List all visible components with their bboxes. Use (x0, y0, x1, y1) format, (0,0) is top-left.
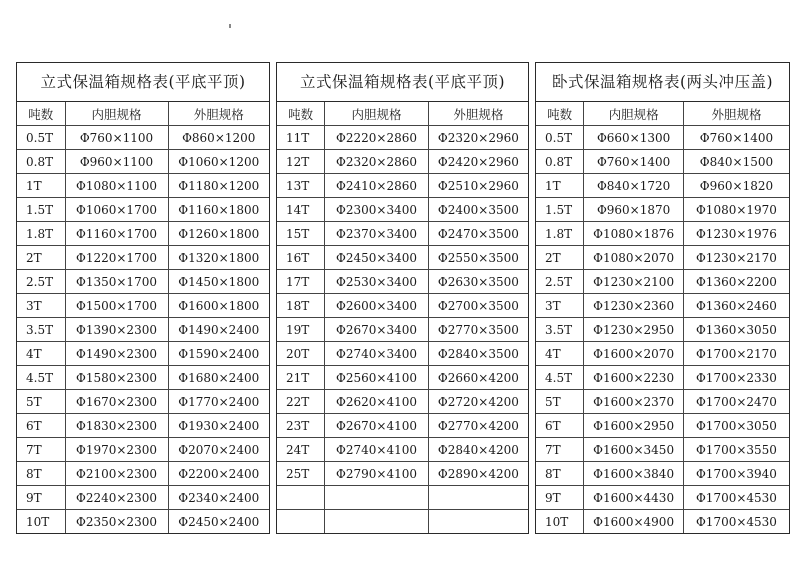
table-row (536, 390, 789, 414)
header-row (17, 102, 269, 126)
outer-size-cell: Φ1700×3940 (683, 462, 789, 486)
tonnage-cell (277, 486, 325, 510)
outer-size-cell: Φ2470×3500 (428, 222, 528, 246)
table-row (17, 462, 269, 486)
inner-size-cell: Φ2740×4100 (325, 438, 429, 462)
tonnage-cell: 1.8T (17, 222, 65, 246)
header-inner-size: 内胆规格 (325, 102, 429, 126)
outer-size-cell: Φ1230×1976 (683, 222, 789, 246)
tonnage-cell: 3T (536, 294, 584, 318)
inner-size-cell: Φ2320×2860 (325, 150, 429, 174)
inner-size-cell: Φ2370×3400 (325, 222, 429, 246)
outer-size-cell: Φ1700×3550 (683, 438, 789, 462)
header-outer-size: 外胆规格 (428, 102, 528, 126)
outer-size-cell: Φ1930×2400 (168, 414, 269, 438)
outer-size-cell: Φ2070×2400 (168, 438, 269, 462)
tonnage-cell: 23T (277, 414, 325, 438)
table-row (17, 438, 269, 462)
outer-size-cell: Φ1360×2460 (683, 294, 789, 318)
inner-size-cell: Φ760×1100 (65, 126, 168, 150)
inner-size-cell: Φ2350×2300 (65, 510, 168, 534)
inner-size-cell: Φ1670×2300 (65, 390, 168, 414)
outer-size-cell: Φ1700×4530 (683, 510, 789, 534)
table-row (277, 222, 528, 246)
table-row (277, 510, 528, 534)
tonnage-cell: 15T (277, 222, 325, 246)
tonnage-cell: 4T (536, 342, 584, 366)
table-row (17, 294, 269, 318)
inner-size-cell: Φ2450×3400 (325, 246, 429, 270)
tonnage-cell: 17T (277, 270, 325, 294)
header-inner-size: 内胆规格 (584, 102, 684, 126)
inner-size-cell: Φ1080×2070 (584, 246, 684, 270)
table-row (17, 126, 269, 150)
inner-size-cell: Φ1230×2950 (584, 318, 684, 342)
inner-size-cell: Φ1350×1700 (65, 270, 168, 294)
tonnage-cell (277, 510, 325, 534)
inner-size-cell: Φ1580×2300 (65, 366, 168, 390)
tonnage-cell: 4.5T (536, 366, 584, 390)
inner-size-cell: Φ1600×3840 (584, 462, 684, 486)
tonnage-cell: 24T (277, 438, 325, 462)
table-row (536, 150, 789, 174)
table-row (277, 246, 528, 270)
panel-horizontal (535, 62, 790, 534)
inner-size-cell: Φ2300×3400 (325, 198, 429, 222)
tonnage-cell: 18T (277, 294, 325, 318)
table-row (536, 198, 789, 222)
table-row (17, 510, 269, 534)
tonnage-cell: 2.5T (536, 270, 584, 294)
tonnage-cell: 8T (536, 462, 584, 486)
spec-table (536, 102, 789, 533)
outer-size-cell: Φ1770×2400 (168, 390, 269, 414)
tonnage-cell: 8T (17, 462, 65, 486)
outer-size-cell (428, 510, 528, 534)
tonnage-cell: 13T (277, 174, 325, 198)
table-row (277, 270, 528, 294)
scan-speck (229, 24, 231, 28)
table-row (536, 486, 789, 510)
table-row (536, 126, 789, 150)
outer-size-cell: Φ1490×2400 (168, 318, 269, 342)
inner-size-cell: Φ1230×2360 (584, 294, 684, 318)
tonnage-cell: 21T (277, 366, 325, 390)
outer-size-cell: Φ760×1400 (683, 126, 789, 150)
inner-size-cell: Φ1600×4430 (584, 486, 684, 510)
table-row (17, 486, 269, 510)
tonnage-cell: 1.5T (536, 198, 584, 222)
outer-size-cell: Φ960×1820 (683, 174, 789, 198)
inner-size-cell: Φ1390×2300 (65, 318, 168, 342)
tonnage-cell: 0.5T (536, 126, 584, 150)
tonnage-cell: 2T (17, 246, 65, 270)
header-outer-size: 外胆规格 (683, 102, 789, 126)
outer-size-cell: Φ2630×3500 (428, 270, 528, 294)
outer-size-cell: Φ1360×3050 (683, 318, 789, 342)
tonnage-cell: 25T (277, 462, 325, 486)
header-row (536, 102, 789, 126)
tonnage-cell: 20T (277, 342, 325, 366)
tonnage-cell: 10T (17, 510, 65, 534)
table-row (17, 342, 269, 366)
outer-size-cell: Φ2660×4200 (428, 366, 528, 390)
header-tonnage: 吨数 (17, 102, 65, 126)
inner-size-cell (325, 486, 429, 510)
outer-size-cell: Φ2840×4200 (428, 438, 528, 462)
tonnage-cell: 1T (536, 174, 584, 198)
outer-size-cell: Φ2420×2960 (428, 150, 528, 174)
inner-size-cell: Φ1060×1700 (65, 198, 168, 222)
tonnage-cell: 10T (536, 510, 584, 534)
inner-size-cell: Φ1500×1700 (65, 294, 168, 318)
table-row (536, 414, 789, 438)
outer-size-cell (428, 486, 528, 510)
table-row (536, 510, 789, 534)
spec-table (17, 102, 269, 533)
inner-size-cell: Φ840×1720 (584, 174, 684, 198)
panel-title: 立式保温箱规格表(平底平顶) (17, 63, 269, 102)
table-row (17, 246, 269, 270)
outer-size-cell: Φ1700×4530 (683, 486, 789, 510)
tonnage-cell: 0.8T (536, 150, 584, 174)
inner-size-cell: Φ2670×4100 (325, 414, 429, 438)
table-row (17, 390, 269, 414)
outer-size-cell: Φ2450×2400 (168, 510, 269, 534)
inner-size-cell: Φ1830×2300 (65, 414, 168, 438)
tonnage-cell: 5T (536, 390, 584, 414)
inner-size-cell: Φ1600×2950 (584, 414, 684, 438)
outer-size-cell: Φ2320×2960 (428, 126, 528, 150)
outer-size-cell: Φ1080×1970 (683, 198, 789, 222)
tonnage-cell: 7T (536, 438, 584, 462)
tonnage-cell: 7T (17, 438, 65, 462)
outer-size-cell: Φ1700×3050 (683, 414, 789, 438)
table-row (277, 486, 528, 510)
panel-vertical-large (276, 62, 529, 534)
outer-size-cell: Φ1590×2400 (168, 342, 269, 366)
inner-size-cell: Φ1220×1700 (65, 246, 168, 270)
inner-size-cell: Φ660×1300 (584, 126, 684, 150)
inner-size-cell: Φ1600×2070 (584, 342, 684, 366)
table-row (536, 294, 789, 318)
tonnage-cell: 16T (277, 246, 325, 270)
inner-size-cell: Φ2410×2860 (325, 174, 429, 198)
table-row (536, 222, 789, 246)
table-row (277, 150, 528, 174)
header-tonnage: 吨数 (277, 102, 325, 126)
table-row (536, 342, 789, 366)
inner-size-cell: Φ2530×3400 (325, 270, 429, 294)
outer-size-cell: Φ1680×2400 (168, 366, 269, 390)
table-row (277, 342, 528, 366)
table-row (277, 198, 528, 222)
outer-size-cell: Φ2890×4200 (428, 462, 528, 486)
panel-title: 卧式保温箱规格表(两头冲压盖) (536, 63, 789, 102)
tonnage-cell: 9T (536, 486, 584, 510)
inner-size-cell: Φ1600×3450 (584, 438, 684, 462)
panel-title: 立式保温箱规格表(平底平顶) (277, 63, 528, 102)
outer-size-cell: Φ1230×2170 (683, 246, 789, 270)
outer-size-cell: Φ2700×3500 (428, 294, 528, 318)
outer-size-cell: Φ2200×2400 (168, 462, 269, 486)
inner-size-cell: Φ1080×1876 (584, 222, 684, 246)
inner-size-cell: Φ2740×3400 (325, 342, 429, 366)
inner-size-cell: Φ2670×3400 (325, 318, 429, 342)
inner-size-cell: Φ2100×2300 (65, 462, 168, 486)
tonnage-cell: 12T (277, 150, 325, 174)
outer-size-cell: Φ1360×2200 (683, 270, 789, 294)
tonnage-cell: 0.5T (17, 126, 65, 150)
inner-size-cell: Φ2790×4100 (325, 462, 429, 486)
tonnage-cell: 3T (17, 294, 65, 318)
tonnage-cell: 1T (17, 174, 65, 198)
outer-size-cell: Φ1450×1800 (168, 270, 269, 294)
outer-size-cell: Φ2840×3500 (428, 342, 528, 366)
outer-size-cell: Φ2770×4200 (428, 414, 528, 438)
outer-size-cell: Φ1320×1800 (168, 246, 269, 270)
outer-size-cell: Φ1700×2330 (683, 366, 789, 390)
inner-size-cell (325, 510, 429, 534)
tonnage-cell: 5T (17, 390, 65, 414)
header-row (277, 102, 528, 126)
inner-size-cell: Φ1490×2300 (65, 342, 168, 366)
outer-size-cell: Φ1260×1800 (168, 222, 269, 246)
inner-size-cell: Φ1600×4900 (584, 510, 684, 534)
table-row (17, 198, 269, 222)
tonnage-cell: 2.5T (17, 270, 65, 294)
inner-size-cell: Φ960×1870 (584, 198, 684, 222)
outer-size-cell: Φ1600×1800 (168, 294, 269, 318)
outer-size-cell: Φ1060×1200 (168, 150, 269, 174)
tonnage-cell: 6T (536, 414, 584, 438)
tonnage-cell: 4T (17, 342, 65, 366)
spec-tables (16, 62, 790, 534)
outer-size-cell: Φ2340×2400 (168, 486, 269, 510)
table-row (536, 318, 789, 342)
table-row (536, 438, 789, 462)
table-row (277, 390, 528, 414)
table-row (536, 246, 789, 270)
outer-size-cell: Φ2400×3500 (428, 198, 528, 222)
tonnage-cell: 22T (277, 390, 325, 414)
inner-size-cell: Φ2620×4100 (325, 390, 429, 414)
inner-size-cell: Φ1600×2370 (584, 390, 684, 414)
tonnage-cell: 14T (277, 198, 325, 222)
inner-size-cell: Φ1230×2100 (584, 270, 684, 294)
table-row (17, 174, 269, 198)
tonnage-cell: 0.8T (17, 150, 65, 174)
table-row (17, 318, 269, 342)
outer-size-cell: Φ2550×3500 (428, 246, 528, 270)
tonnage-cell: 19T (277, 318, 325, 342)
table-row (17, 270, 269, 294)
table-row (277, 438, 528, 462)
table-row (536, 270, 789, 294)
table-row (277, 126, 528, 150)
table-row (277, 294, 528, 318)
tonnage-cell: 9T (17, 486, 65, 510)
inner-size-cell: Φ760×1400 (584, 150, 684, 174)
outer-size-cell: Φ860×1200 (168, 126, 269, 150)
spec-table (277, 102, 528, 533)
inner-size-cell: Φ2220×2860 (325, 126, 429, 150)
outer-size-cell: Φ1700×2470 (683, 390, 789, 414)
tonnage-cell: 3.5T (536, 318, 584, 342)
inner-size-cell: Φ2240×2300 (65, 486, 168, 510)
table-row (17, 366, 269, 390)
inner-size-cell: Φ2600×3400 (325, 294, 429, 318)
outer-size-cell: Φ1700×2170 (683, 342, 789, 366)
outer-size-cell: Φ1180×1200 (168, 174, 269, 198)
outer-size-cell: Φ840×1500 (683, 150, 789, 174)
panel-vertical-small (16, 62, 270, 534)
table-row (17, 150, 269, 174)
tonnage-cell: 1.5T (17, 198, 65, 222)
inner-size-cell: Φ1600×2230 (584, 366, 684, 390)
table-row (536, 366, 789, 390)
table-row (536, 174, 789, 198)
table-row (277, 414, 528, 438)
inner-size-cell: Φ2560×4100 (325, 366, 429, 390)
table-row (277, 366, 528, 390)
table-row (277, 318, 528, 342)
header-tonnage: 吨数 (536, 102, 584, 126)
inner-size-cell: Φ1160×1700 (65, 222, 168, 246)
inner-size-cell: Φ1970×2300 (65, 438, 168, 462)
table-row (17, 414, 269, 438)
table-row (536, 462, 789, 486)
outer-size-cell: Φ1160×1800 (168, 198, 269, 222)
outer-size-cell: Φ2770×3500 (428, 318, 528, 342)
tonnage-cell: 6T (17, 414, 65, 438)
tonnage-cell: 4.5T (17, 366, 65, 390)
table-row (17, 222, 269, 246)
table-row (277, 174, 528, 198)
header-inner-size: 内胆规格 (65, 102, 168, 126)
tonnage-cell: 3.5T (17, 318, 65, 342)
tonnage-cell: 1.8T (536, 222, 584, 246)
tonnage-cell: 11T (277, 126, 325, 150)
tonnage-cell: 2T (536, 246, 584, 270)
inner-size-cell: Φ1080×1100 (65, 174, 168, 198)
outer-size-cell: Φ2720×4200 (428, 390, 528, 414)
header-outer-size: 外胆规格 (168, 102, 269, 126)
inner-size-cell: Φ960×1100 (65, 150, 168, 174)
table-row (277, 462, 528, 486)
outer-size-cell: Φ2510×2960 (428, 174, 528, 198)
